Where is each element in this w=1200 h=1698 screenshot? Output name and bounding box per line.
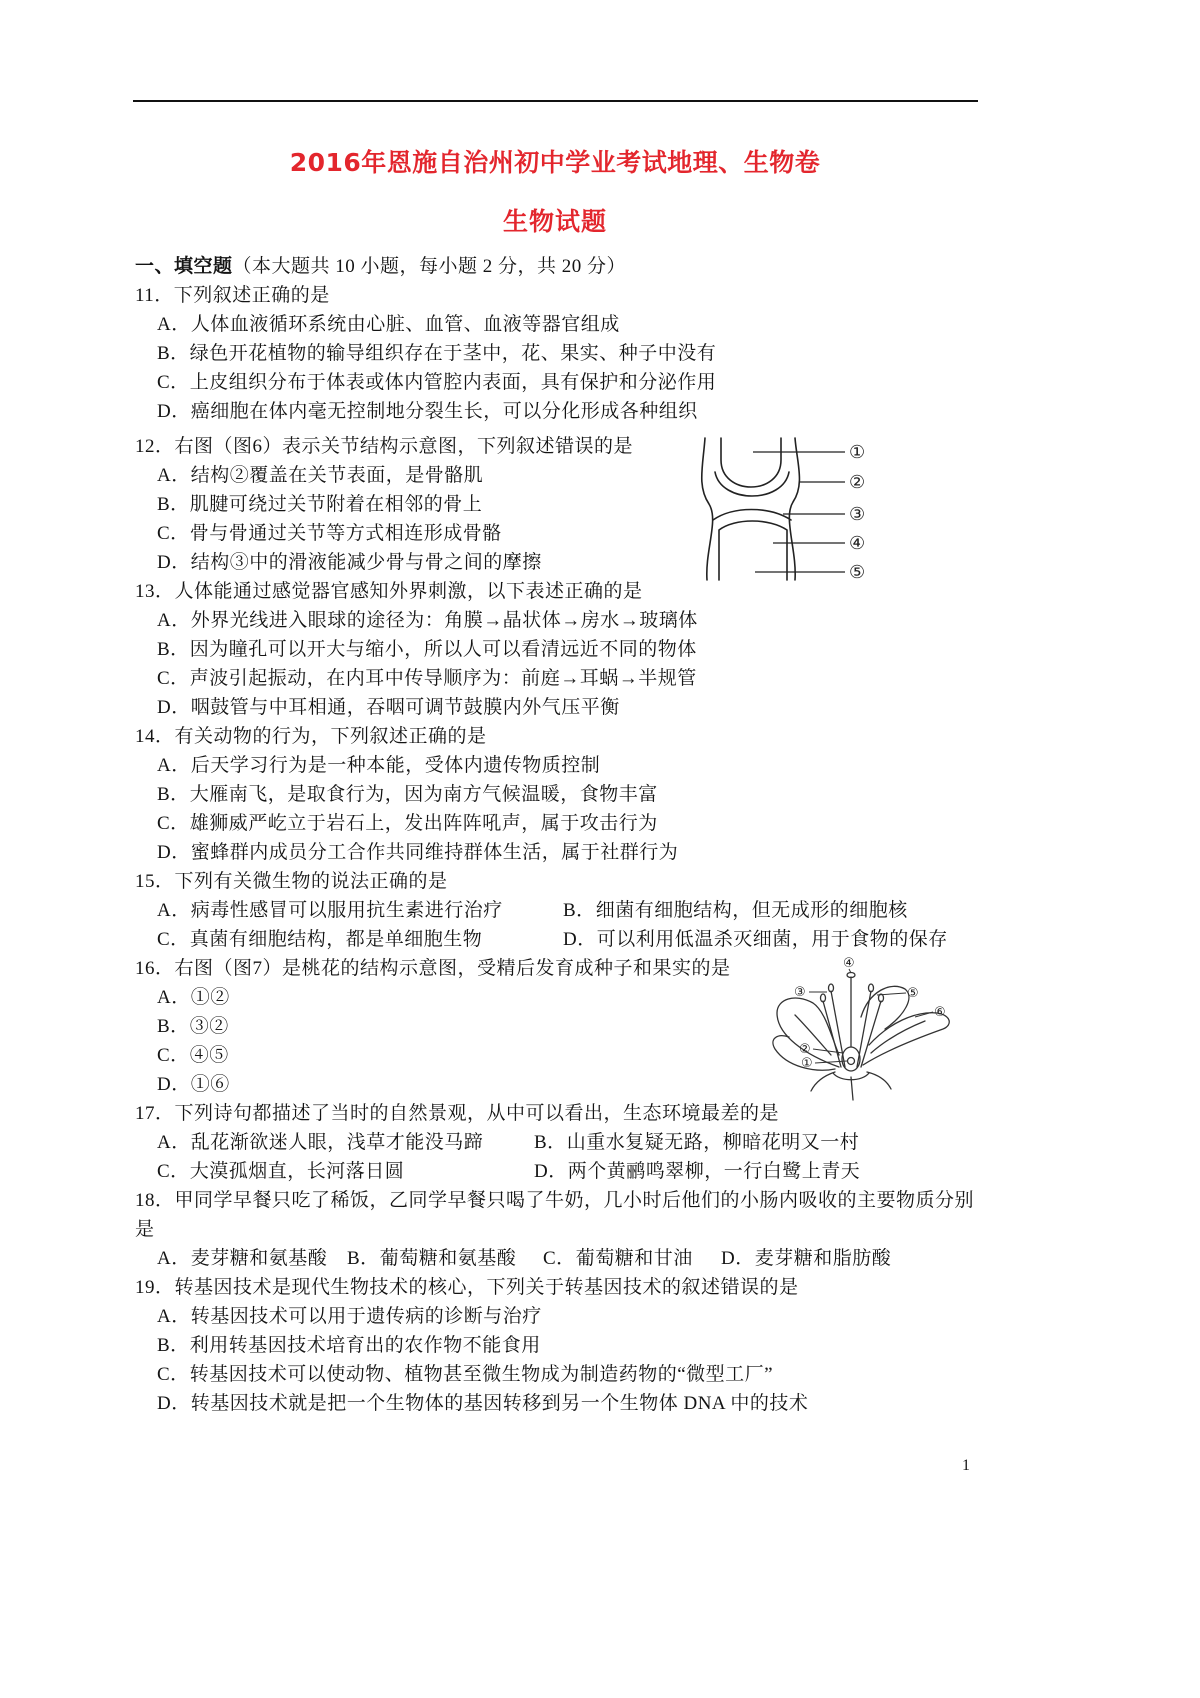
option-label: C． — [157, 928, 190, 950]
question-number: 18． — [135, 1189, 175, 1211]
joint-label-5: ⑤ — [849, 562, 866, 583]
option-text: 大雁南飞，是取食行为，因为南方气候温暖，食物丰富 — [189, 783, 658, 805]
question-number: 19． — [135, 1276, 175, 1298]
joint-label-2: ② — [849, 472, 866, 493]
option-text: 后天学习行为是一种本能，受体内遗传物质控制 — [190, 754, 601, 776]
option-label: C． — [157, 812, 190, 834]
option-row — [135, 1244, 1175, 1273]
joint-diagram — [695, 438, 875, 583]
option-label: A． — [157, 609, 191, 631]
option-d — [563, 925, 948, 954]
option-d — [534, 1157, 860, 1186]
option-text: 细菌有细胞结构，但无成形的细胞核 — [595, 899, 908, 921]
option-label: B． — [534, 1131, 567, 1153]
option-label: D． — [157, 1392, 191, 1414]
option-label: A． — [157, 899, 191, 921]
question-stem — [135, 867, 1175, 896]
option-label: A． — [157, 986, 191, 1008]
flower-label-5: ⑤ — [907, 986, 919, 1001]
option-text: 葡萄糖和甘油 — [575, 1247, 693, 1269]
question-stem — [135, 577, 1175, 606]
option-label: C． — [157, 522, 190, 544]
option-a — [135, 983, 1175, 1012]
option-label: A． — [157, 1305, 191, 1327]
flower-label-1: ① — [801, 1056, 813, 1071]
flower-label-4: ④ — [843, 956, 855, 971]
lower-cartilage — [713, 510, 791, 521]
page-title: 2016年恩施自治州初中学业考试地理、生物卷 — [289, 148, 821, 177]
option-label: D． — [534, 1160, 568, 1182]
option-label: C． — [157, 1363, 190, 1385]
option-label: B． — [157, 1334, 190, 1356]
section-note: （本大题共 10 小题，每小题 2 分，共 20 分） — [232, 255, 627, 277]
option-a — [135, 461, 1175, 490]
question-13 — [135, 577, 1175, 722]
upper-bone — [721, 438, 781, 487]
option-a — [157, 900, 503, 921]
option-text: 癌细胞在体内毫无控制地分裂生长，可以分化形成各种组织 — [190, 400, 698, 422]
page-subtitle: 生物试题 — [502, 207, 607, 236]
stem-text: 是 — [135, 1218, 155, 1240]
stem-text: 下列诗句都描述了当时的自然景观，从中可以看出，生态环境最差的是 — [174, 1102, 780, 1124]
flower-label-3: ③ — [794, 985, 806, 1000]
option-a — [157, 1248, 327, 1269]
section-label: 一、填空题 — [135, 254, 233, 277]
question-17 — [135, 1099, 1175, 1186]
option-label: D． — [563, 928, 597, 950]
joint-label-1: ① — [849, 442, 866, 463]
option-b — [347, 1244, 516, 1273]
option-a — [135, 606, 1175, 635]
option-label: D． — [157, 1073, 191, 1095]
option-text: 麦芽糖和氨基酸 — [190, 1247, 328, 1269]
option-c — [135, 809, 1175, 838]
option-b — [135, 339, 1175, 368]
option-label: D． — [157, 400, 191, 422]
option-row — [135, 896, 1175, 925]
section-heading — [135, 252, 1175, 281]
joint-label-4: ④ — [849, 533, 866, 554]
option-text: 结构③中的滑液能减少骨与骨之间的摩擦 — [190, 551, 542, 573]
option-label: D． — [157, 551, 191, 573]
option-text: 麦芽糖和脂肪酸 — [754, 1247, 892, 1269]
header-rule — [133, 100, 978, 102]
option-label: D． — [157, 841, 191, 863]
option-text: 蜜蜂群内成员分工合作共同维持群体生活，属于社群行为 — [190, 841, 679, 863]
option-text: 山重水复疑无路，柳暗花明又一村 — [566, 1131, 860, 1153]
question-stem — [135, 954, 1175, 983]
option-b — [135, 490, 1175, 519]
sepal-left — [811, 1072, 835, 1091]
question-stem-continued — [135, 1215, 1175, 1244]
option-c — [157, 929, 482, 950]
option-text: 声波引起振动，在内耳中传导顺序为：前庭→耳蜗→半规管 — [189, 667, 697, 689]
question-number: 14． — [135, 725, 175, 747]
option-b — [563, 896, 908, 925]
question-number: 16． — [135, 957, 175, 979]
question-14 — [135, 722, 1175, 867]
option-c — [543, 1244, 693, 1273]
option-text: 可以利用低温杀灭细菌，用于食物的保存 — [596, 928, 948, 950]
option-label: C． — [157, 1160, 190, 1182]
option-text: 上皮组织分布于体表或体内管腔内表面，具有保护和分泌作用 — [189, 371, 717, 393]
option-text: 外界光线进入眼球的途径为：角膜→晶状体→房水→玻璃体 — [190, 609, 698, 631]
question-11 — [135, 281, 1175, 426]
option-text: 乱花渐欲迷人眼，浅草才能没马蹄 — [190, 1131, 484, 1153]
option-label: A． — [157, 1131, 191, 1153]
option-c — [135, 1360, 1175, 1389]
option-row — [135, 1128, 1175, 1157]
option-label: D． — [721, 1247, 755, 1269]
option-a — [135, 310, 1175, 339]
question-number: 12． — [135, 435, 175, 457]
option-label: A． — [157, 754, 191, 776]
option-b — [135, 780, 1175, 809]
option-text: ③② — [189, 1015, 229, 1037]
option-a — [157, 1132, 483, 1153]
stem-text: 人体能通过感觉器官感知外界刺激，以下表述正确的是 — [174, 580, 643, 602]
joint-capsule-left — [702, 438, 713, 580]
option-d — [135, 397, 1175, 426]
option-c — [135, 368, 1175, 397]
question-stem — [135, 432, 1175, 461]
option-text: 利用转基因技术培育出的农作物不能食用 — [189, 1334, 541, 1356]
option-d — [135, 1389, 1175, 1418]
flower-label-2: ② — [799, 1042, 811, 1057]
flower-diagram — [765, 955, 965, 1100]
ovule — [848, 1058, 855, 1065]
option-row — [135, 1157, 1175, 1186]
option-label: B． — [347, 1247, 380, 1269]
option-text: 结构②覆盖在关节表面，是骨骼肌 — [190, 464, 484, 486]
option-a — [135, 751, 1175, 780]
stem-text: 右图（图7）是桃花的结构示意图，受精后发育成种子和果实的是 — [174, 957, 731, 979]
option-text: ④⑤ — [189, 1044, 229, 1066]
option-label: A． — [157, 464, 191, 486]
option-text: 绿色开花植物的输导组织存在于茎中，花、果实、种子中没有 — [189, 342, 717, 364]
option-c — [135, 664, 1175, 693]
stem-text: 下列有关微生物的说法正确的是 — [174, 870, 448, 892]
question-list — [135, 252, 1175, 1418]
option-b — [135, 635, 1175, 664]
question-18 — [135, 1186, 1175, 1273]
option-text: 因为瞳孔可以开大与缩小，所以人可以看清远近不同的物体 — [189, 638, 697, 660]
option-d — [135, 838, 1175, 867]
option-label: B． — [157, 638, 190, 660]
option-c — [135, 519, 1175, 548]
option-a — [135, 1302, 1175, 1331]
question-stem — [135, 1099, 1175, 1128]
option-text: 人体血液循环系统由心脏、血管、血液等器官组成 — [190, 313, 620, 335]
option-text: 咽鼓管与中耳相通，吞咽可调节鼓膜内外气压平衡 — [190, 696, 620, 718]
option-text: 转基因技术可以使动物、植物甚至微生物成为制造药物的“微型工厂” — [189, 1363, 774, 1385]
stem-text: 右图（图6）表示关节结构示意图，下列叙述错误的是 — [174, 435, 634, 457]
stem-text: 甲同学早餐只吃了稀饭，乙同学早餐只喝了牛奶，几小时后他们的小肠内吸收的主要物质分别 — [174, 1189, 975, 1211]
sepal-right — [867, 1072, 891, 1089]
option-b — [135, 1012, 1175, 1041]
question-stem — [135, 1186, 1175, 1215]
option-text: ①② — [190, 986, 230, 1008]
option-b — [135, 1331, 1175, 1360]
option-label: B． — [157, 342, 190, 364]
option-label: A． — [157, 1247, 191, 1269]
option-d — [135, 548, 1175, 577]
option-c — [157, 1161, 404, 1182]
option-d — [135, 1070, 1175, 1099]
option-label: C． — [543, 1247, 576, 1269]
question-stem — [135, 281, 1175, 310]
option-d — [135, 693, 1175, 722]
question-16 — [135, 954, 1175, 1099]
question-number: 13． — [135, 580, 175, 602]
flower-label-6: ⑥ — [934, 1005, 946, 1020]
option-row — [135, 925, 1175, 954]
option-label: C． — [157, 371, 190, 393]
question-19 — [135, 1273, 1175, 1418]
joint-capsule-right — [789, 438, 799, 580]
option-label: B． — [157, 493, 190, 515]
option-text: 骨与骨通过关节等方式相连形成骨骼 — [189, 522, 502, 544]
option-text: 葡萄糖和氨基酸 — [379, 1247, 517, 1269]
option-text: 肌腱可绕过关节附着在相邻的骨上 — [189, 493, 483, 515]
stem-text: 下列叙述正确的是 — [173, 284, 330, 306]
petal-vein-right — [871, 1021, 925, 1053]
question-stem — [135, 1273, 1175, 1302]
question-number: 11． — [135, 284, 174, 306]
joint-label-3: ③ — [849, 504, 866, 525]
option-d — [721, 1244, 891, 1273]
question-stem — [135, 722, 1175, 751]
lower-bone — [719, 521, 787, 580]
option-text: 转基因技术可以用于遗传病的诊断与治疗 — [190, 1305, 542, 1327]
question-number: 17． — [135, 1102, 175, 1124]
option-label: B． — [563, 899, 596, 921]
option-c — [135, 1041, 1175, 1070]
stem-text: 转基因技术是现代生物技术的核心，下列关于转基因技术的叙述错误的是 — [174, 1276, 799, 1298]
question-15 — [135, 867, 1175, 954]
option-label: C． — [157, 667, 190, 689]
option-b — [534, 1128, 859, 1157]
option-text: 病毒性感冒可以服用抗生素进行治疗 — [190, 899, 503, 921]
option-text: 雄狮威严屹立于岩石上，发出阵阵吼声，属于攻击行为 — [189, 812, 658, 834]
option-text: ①⑥ — [190, 1073, 230, 1095]
stem-text: 有关动物的行为，下列叙述正确的是 — [174, 725, 487, 747]
option-text: 大漠孤烟直，长河落日圆 — [189, 1160, 405, 1182]
page-number: 1 — [962, 1457, 970, 1474]
option-text: 转基因技术就是把一个生物体的基因转移到另一个生物体 DNA 中的技术 — [190, 1392, 809, 1414]
option-text: 真菌有细胞结构，都是单细胞生物 — [189, 928, 483, 950]
option-label: B． — [157, 1015, 190, 1037]
flower-stalk — [851, 1077, 853, 1100]
question-number: 15． — [135, 870, 175, 892]
option-label: C． — [157, 1044, 190, 1066]
option-text: 两个黄鹂鸣翠柳，一行白鹭上青天 — [567, 1160, 861, 1182]
option-label: A． — [157, 313, 191, 335]
question-12 — [135, 432, 1175, 577]
option-label: D． — [157, 696, 191, 718]
petal-right — [863, 1013, 949, 1065]
option-label: B． — [157, 783, 190, 805]
